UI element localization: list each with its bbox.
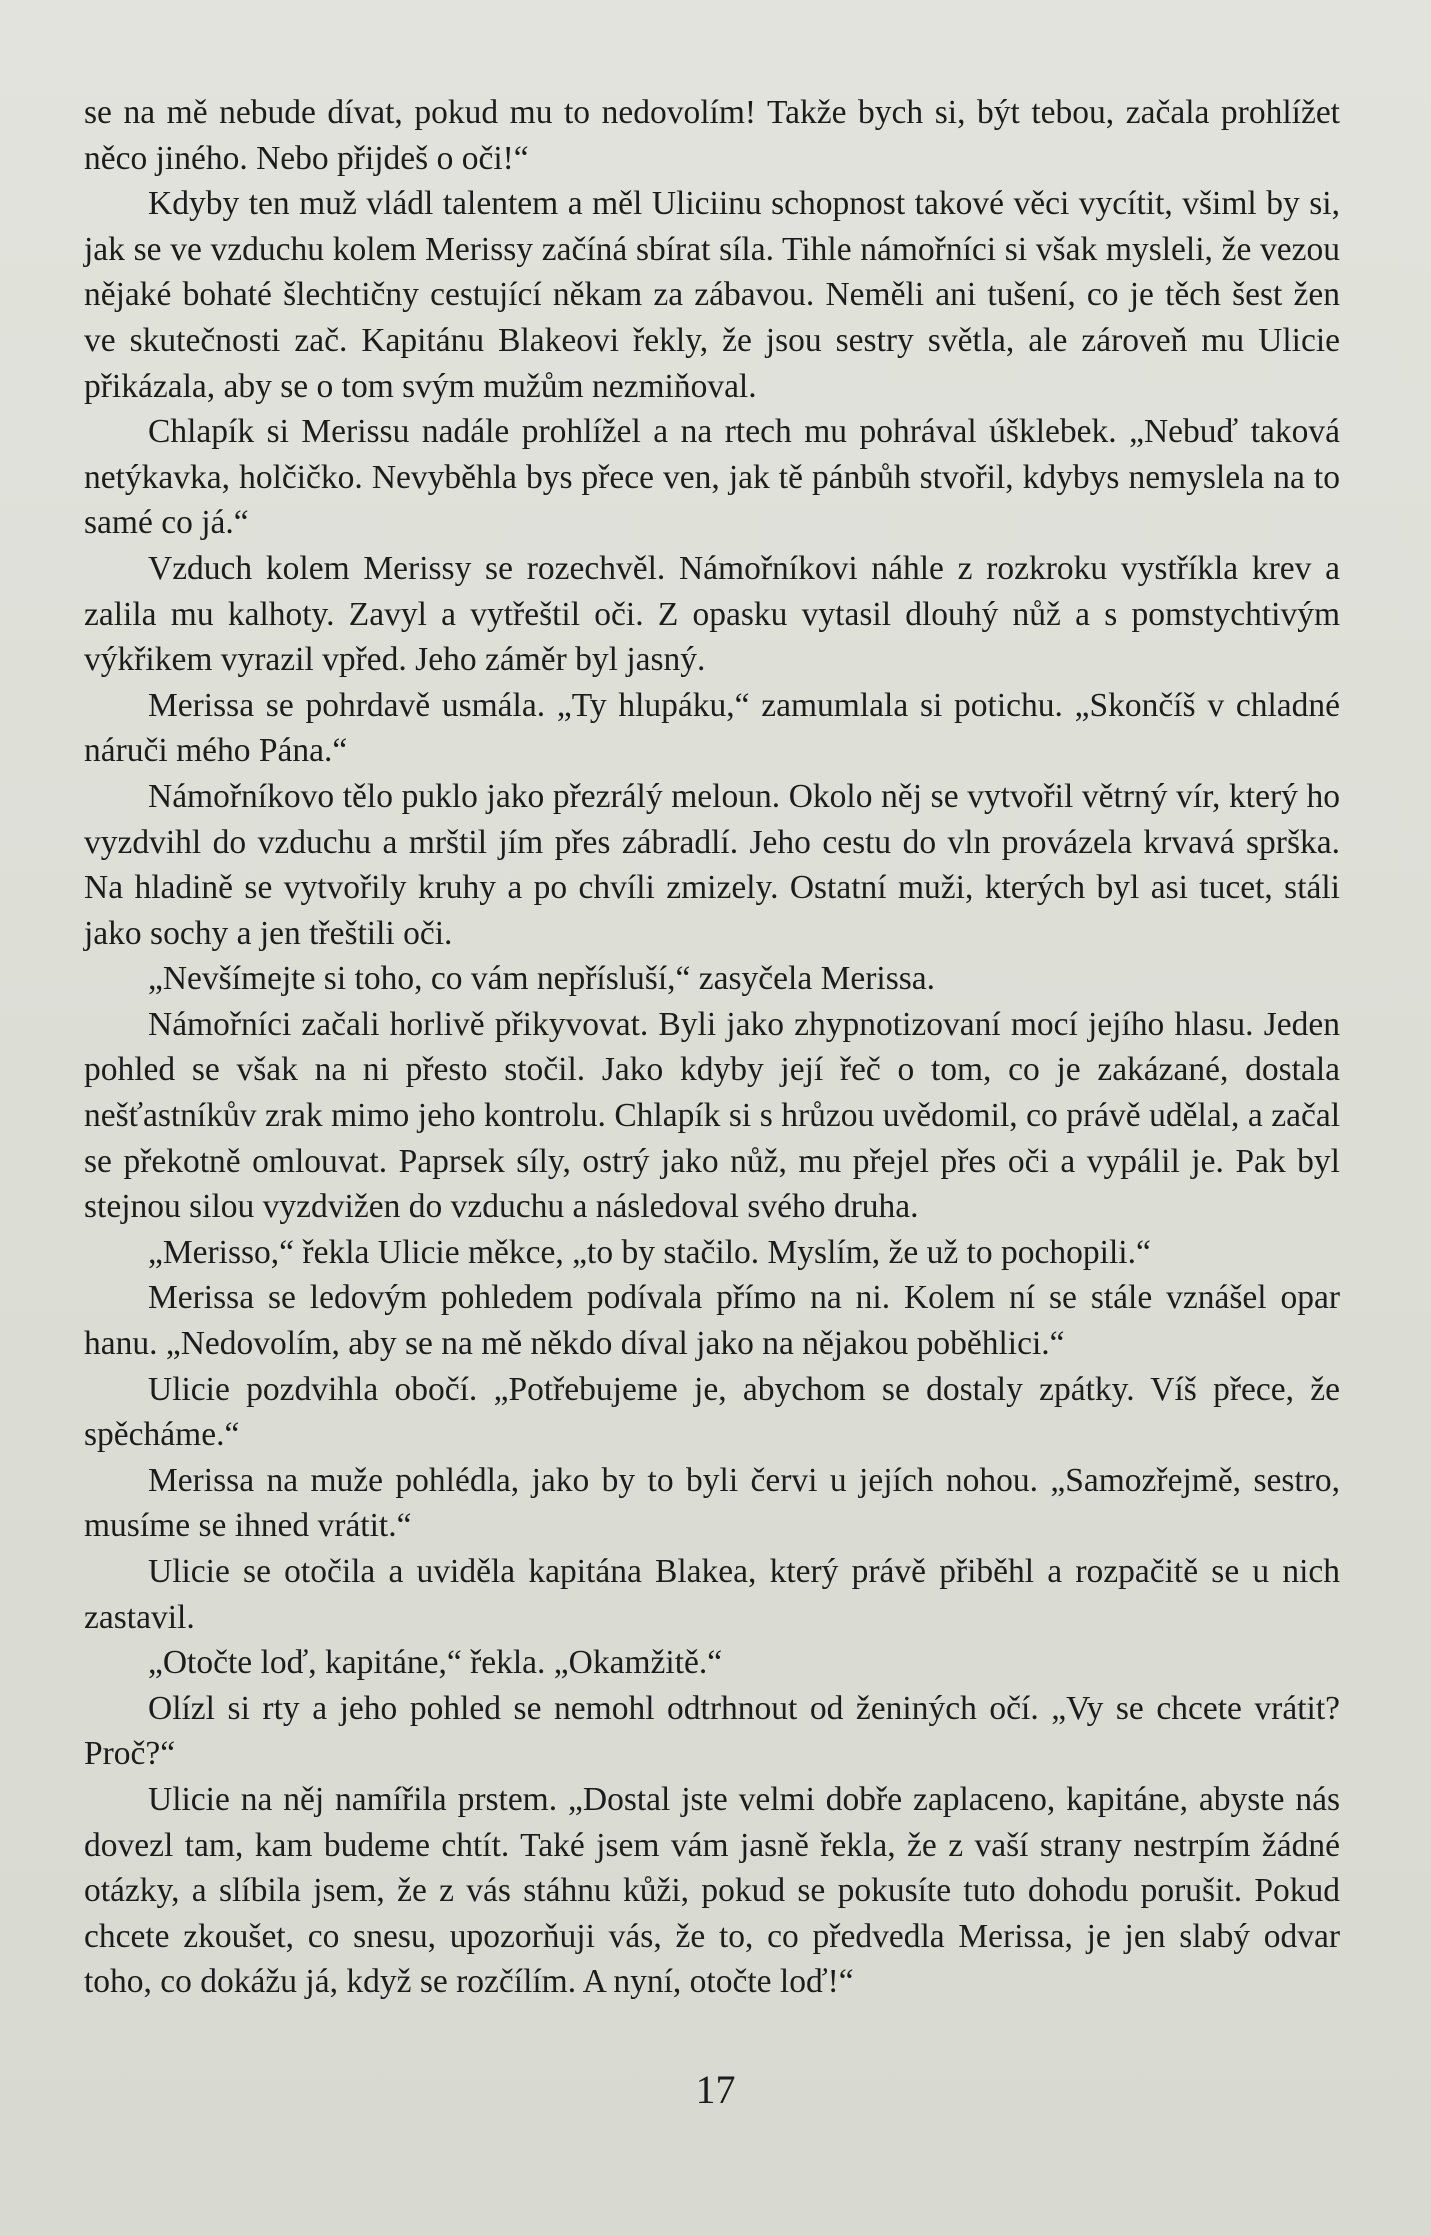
paragraph: Chlapík si Merissu nadále prohlížel a na rtech mu pohrával úšklebek. „Nebuď taková netýkavka, holčičko. Nevyběhla bys přece ven, jak tě pánbůh stvořil, kdybys nemyslela na to samé co já.“ bbox=[84, 413, 1340, 542]
paragraph: Ulicie se otočila a uviděla kapitána Blakea, který právě přiběhl a rozpačitě se u nich zastavil. bbox=[84, 1553, 1340, 1636]
paragraph: Ulicie na něj namířila prstem. „Dostal jste velmi dobře zaplaceno, kapitáne, abyste nás dovezl tam, kam budeme chtít. Také jsem vám jasně řekla, že z vaší strany nestrpím žádné otázky, a slíbila jsem, že z vás stáhnu kůži, pokud se pokusíte tuto dohodu porušit. Pokud chcete zkoušet, co snesu, upozorňuji vás, že to, co předvedla Merissa, je jen slabý odvar toho, co dokážu já, když se rozčílím. A nyní, otočte loď!“ bbox=[84, 1780, 1340, 2001]
body-text bbox=[84, 90, 1340, 2005]
paragraph: Námořníkovo tělo puklo jako přezrálý meloun. Okolo něj se vytvořil větrný vír, který ho vyzdvihl do vzduchu a mrštil jím přes zábradlí. Jeho cestu do vln provázela krvavá sprška. Na hladině se vytvořily kruhy a po chvíli zmizely. Ostatní muži, kterých byl asi tucet, stáli jako sochy a jen třeštili oči. bbox=[84, 777, 1340, 952]
paragraph: Merissa se pohrdavě usmála. „Ty hlupáku,“ zamumlala si potichu. „Skončíš v chladné náruči mého Pána.“ bbox=[84, 686, 1340, 770]
paragraph: Merissa se ledovým pohledem podívala přímo na ni. Kolem ní se stále vznášel opar hanu. „Nedovolím, aby se na mě někdo díval jako na nějakou poběhlici.“ bbox=[84, 1279, 1340, 1363]
paragraph: „Nevšímejte si toho, co vám nepřísluší,“ zasyčela Merissa. bbox=[148, 960, 936, 998]
paragraph: se na mě nebude dívat, pokud mu to nedovolím! Takže bych si, být tebou, začala prohlížet něco jiného. Nebo přijdeš o oči!“ bbox=[84, 94, 1340, 177]
paragraph: Merissa na muže pohlédla, jako by to byli červi u jejích nohou. „Samozřejmě, sestro, musíme se ihned vrátit.“ bbox=[84, 1461, 1340, 1545]
paragraph: Vzduch kolem Merissy se rozechvěl. Námořníkovi náhle z rozkroku vystříkla krev a zalila mu kalhoty. Zavyl a vytřeštil oči. Z opasku vytasil dlouhý nůž a s pomstychtivým výkřikem vyrazil vpřed. Jeho záměr byl jasný. bbox=[84, 549, 1340, 679]
paragraph: „Merisso,“ řekla Ulicie měkce, „to by stačilo. Myslím, že už to pochopili.“ bbox=[148, 1233, 1151, 1271]
paragraph: „Otočte loď, kapitáne,“ řekla. „Okamžitě.“ bbox=[148, 1644, 723, 1682]
paragraph: Kdyby ten muž vládl talentem a měl Uliciinu schopnost takové věci vycítit, všiml by si, jak se ve vzduchu kolem Merissy začíná sbírat síla. Tihle námořníci si však mysleli, že vezou nějaké bohaté šlechtičny cestující někam za zábavou. Neměli ani tušení, co je těch šest žen ve skutečnosti zač. Kapitánu Blakeovi řekly, že jsou sestry světla, ale zároveň mu Ulicie přikázala, aby se o tom svým mužům nezmiňoval. bbox=[84, 185, 1340, 405]
page-number: 17 bbox=[695, 2067, 736, 2112]
paragraph: Ulicie pozdvihla obočí. „Potřebujeme je, abychom se dostaly zpátky. Víš přece, že spěcháme.“ bbox=[84, 1370, 1340, 1454]
paragraph: Olízl si rty a jeho pohled se nemohl odtrhnout od ženiných očí. „Vy se chcete vrátit? Proč?“ bbox=[84, 1689, 1340, 1773]
paragraph: Námořníci začali horlivě přikyvovat. Byli jako zhypnotizovaní mocí jejího hlasu. Jeden pohled se však na ni přesto stočil. Jako kdyby její řeč o tom, co je zakázané, dostala nešťastníkův zrak mimo jeho kontrolu. Chlapík si s hrůzou uvědomil, co právě udělal, a začal se překotně omlouvat. Paprsek síly, ostrý jako nůž, mu přejel přes oči a vypálil je. Pak byl stejnou silou vyzdvižen do vzduchu a následoval svého druha. bbox=[84, 1005, 1340, 1226]
